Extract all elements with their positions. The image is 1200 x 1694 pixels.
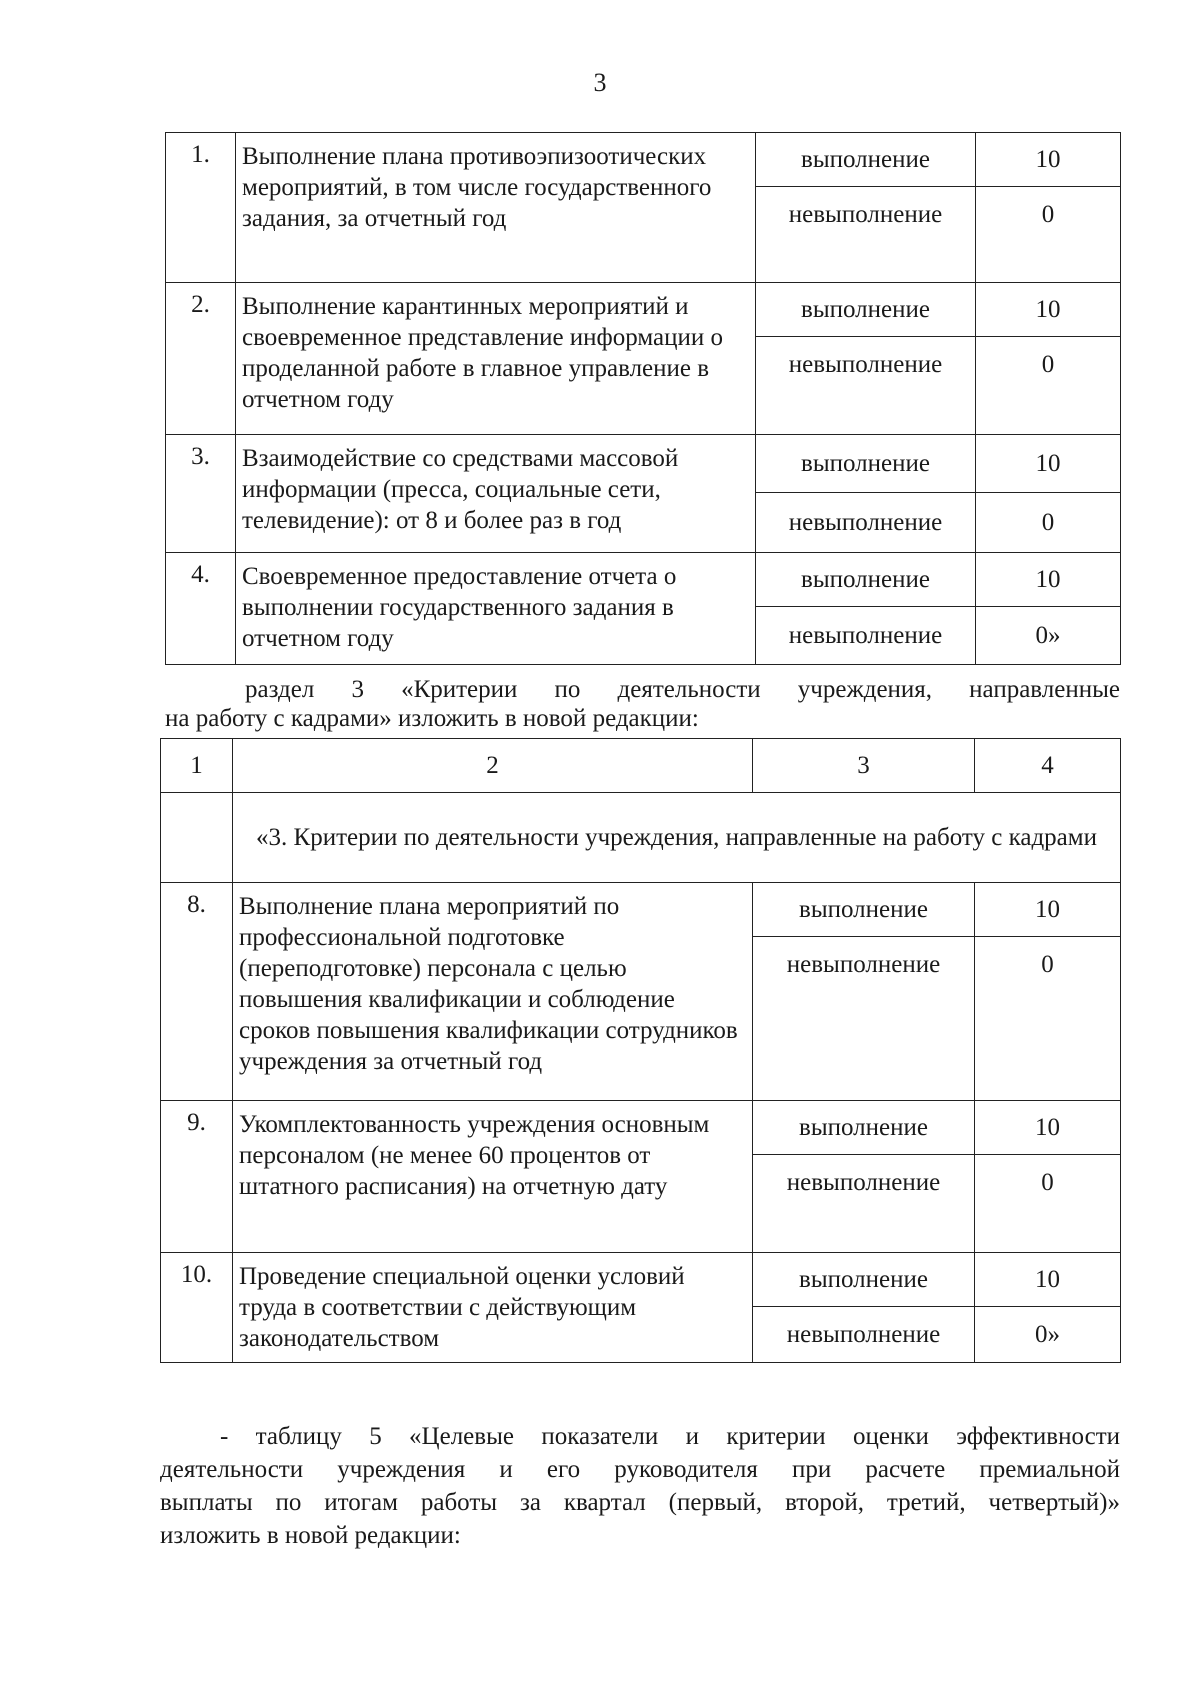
table-row	[166, 553, 1121, 607]
table-5-paragraph	[160, 1420, 1120, 1552]
paragraph-line: раздел 3 «Критерии по деятельности учреждения, направленные	[245, 676, 1120, 703]
score-cell: 0	[975, 937, 1121, 1101]
score-cell: 10	[976, 553, 1121, 607]
criterion-description: Своевременное предоставление отчета о выполнении государственного задания в отчетном году	[236, 553, 756, 665]
criterion-description: Укомплектованность учреждения основным персоналом (не менее 60 процентов от штатного расписания) на отчетную дату	[233, 1101, 753, 1253]
criterion-description: Взаимодействие со средствами массовой информации (пресса, социальные сети, телевидение): от 8 и более раз в год	[236, 435, 756, 553]
row-number: 1.	[166, 133, 236, 283]
paragraph-line: изложить в новой редакции:	[160, 1522, 461, 1549]
status-cell: невыполнение	[753, 1307, 975, 1363]
row-number: 8.	[161, 883, 233, 1101]
score-cell: 0	[976, 187, 1121, 283]
paragraph-line: деятельности учреждения и его руководителя при расчете премиальной	[160, 1456, 1120, 1483]
status-cell: невыполнение	[756, 607, 976, 665]
criterion-description: Выполнение плана мероприятий по профессиональной подготовке (переподготовке) персонала с целью повышения квалификации и соблюдение сроков повышения квалификации сотрудников учреждения за отчетный год	[233, 883, 753, 1101]
column-header: 3	[753, 739, 975, 793]
status-cell: выполнение	[756, 553, 976, 607]
table-row	[161, 1253, 1121, 1307]
score-cell: 0»	[975, 1307, 1121, 1363]
paragraph-line: на работу с кадрами» изложить в новой редакции:	[165, 705, 699, 732]
status-cell: невыполнение	[756, 337, 976, 435]
score-cell: 0	[976, 337, 1121, 435]
criterion-description: Выполнение карантинных мероприятий и своевременное представление информации о проделанной работе в главное управление в отчетном году	[236, 283, 756, 435]
status-cell: невыполнение	[753, 1155, 975, 1253]
status-cell: выполнение	[753, 883, 975, 937]
row-number: 10.	[161, 1253, 233, 1363]
status-cell: выполнение	[753, 1253, 975, 1307]
criterion-description: Проведение специальной оценки условий труда в соответствии с действующим законодательством	[233, 1253, 753, 1363]
score-cell: 0	[975, 1155, 1121, 1253]
score-cell: 10	[976, 435, 1121, 493]
row-number: 2.	[166, 283, 236, 435]
empty-cell	[161, 793, 233, 883]
row-number: 4.	[166, 553, 236, 665]
table-row	[166, 133, 1121, 187]
page-number: 3	[593, 68, 607, 97]
paragraph-line: выплаты по итогам работы за квартал (первый, второй, третий, четвертый)»	[160, 1489, 1120, 1516]
row-number: 3.	[166, 435, 236, 553]
section-intro-paragraph	[165, 675, 1120, 733]
column-header-row	[161, 739, 1121, 793]
score-cell: 10	[975, 1253, 1121, 1307]
status-cell: невыполнение	[756, 187, 976, 283]
criterion-description: Выполнение плана противоэпизоотических мероприятий, в том числе государственного задания, за отчетный год	[236, 133, 756, 283]
table-row	[166, 435, 1121, 493]
criteria-table-a	[165, 132, 1121, 665]
section-title: «3. Критерии по деятельности учреждения, направленные на работу с кадрами	[233, 793, 1121, 883]
column-header: 2	[233, 739, 753, 793]
criteria-table-b	[160, 738, 1121, 1363]
table-row	[161, 883, 1121, 937]
paragraph-line: - таблицу 5 «Целевые показатели и критерии оценки эффективности	[220, 1423, 1120, 1450]
score-cell: 10	[975, 883, 1121, 937]
score-cell: 10	[975, 1101, 1121, 1155]
score-cell: 10	[976, 133, 1121, 187]
row-number: 9.	[161, 1101, 233, 1253]
score-cell: 10	[976, 283, 1121, 337]
status-cell: невыполнение	[753, 937, 975, 1101]
table-row	[161, 1101, 1121, 1155]
score-cell: 0	[976, 493, 1121, 553]
status-cell: выполнение	[756, 435, 976, 493]
status-cell: невыполнение	[756, 493, 976, 553]
score-cell: 0»	[976, 607, 1121, 665]
status-cell: выполнение	[756, 283, 976, 337]
section-title-row	[161, 793, 1121, 883]
table-row	[166, 283, 1121, 337]
status-cell: выполнение	[756, 133, 976, 187]
column-header: 4	[975, 739, 1121, 793]
status-cell: выполнение	[753, 1101, 975, 1155]
column-header: 1	[161, 739, 233, 793]
